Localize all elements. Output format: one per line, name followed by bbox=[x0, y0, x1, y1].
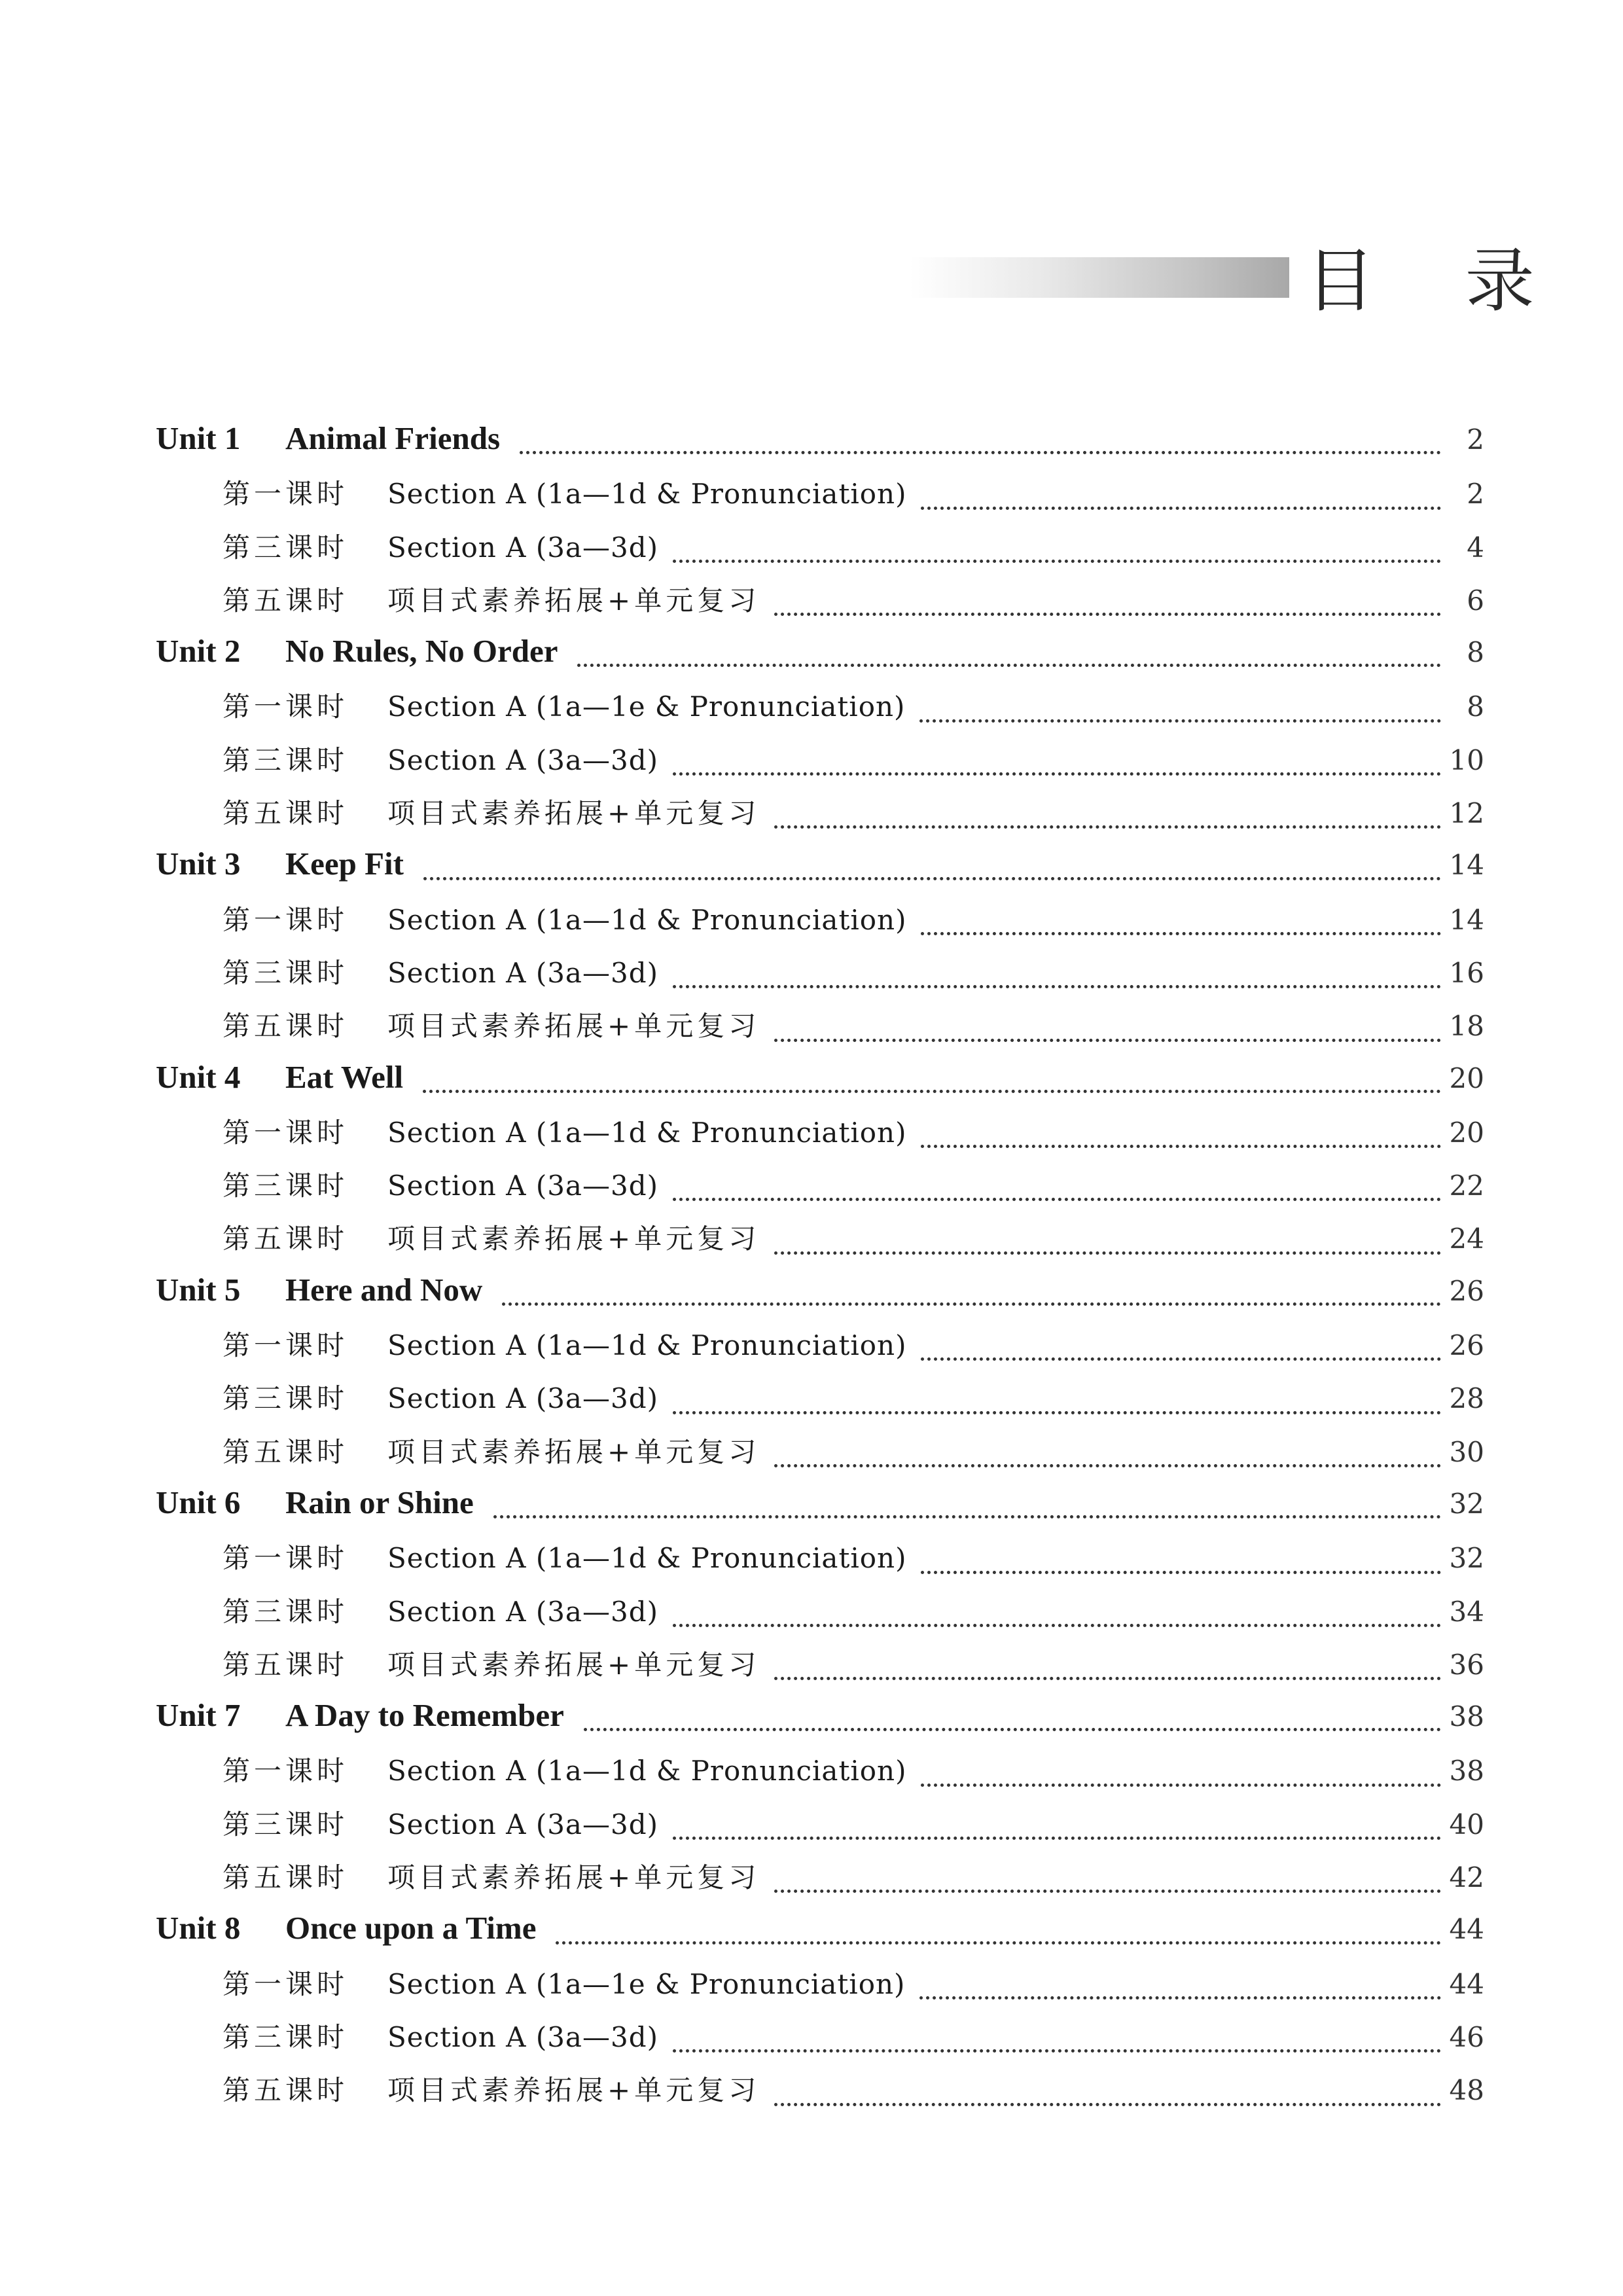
toc-unit-row[interactable] bbox=[156, 623, 1484, 676]
lesson-period-label: 第一课时 bbox=[223, 1542, 349, 1575]
page-number: 42 bbox=[1449, 1861, 1484, 1894]
lesson-period-label: 第三课时 bbox=[223, 1595, 349, 1628]
toc-lesson-row[interactable] bbox=[156, 1528, 1484, 1581]
page-number: 6 bbox=[1467, 584, 1484, 617]
page-number: 14 bbox=[1449, 903, 1484, 936]
unit-number: Unit 8 bbox=[156, 1910, 241, 1946]
dot-leader bbox=[423, 1090, 1441, 1093]
lesson-period-label: 第三课时 bbox=[223, 1808, 349, 1840]
lesson-period-label: 第三课时 bbox=[223, 2020, 349, 2053]
lesson-title: 项目式素养拓展+单元复习 bbox=[387, 1010, 760, 1043]
lesson-period-label: 第五课时 bbox=[223, 1010, 349, 1043]
lesson-period-label: 第一课时 bbox=[223, 1967, 349, 2000]
dot-leader bbox=[774, 825, 1441, 829]
lesson-period-label: 第一课时 bbox=[223, 1755, 349, 1787]
toc-lesson-row[interactable] bbox=[156, 2060, 1484, 2113]
dot-leader bbox=[921, 1145, 1441, 1148]
toc-lesson-row[interactable] bbox=[156, 1368, 1484, 1421]
dot-leader bbox=[921, 1357, 1441, 1361]
page-number: 30 bbox=[1449, 1435, 1484, 1468]
toc-lesson-row[interactable] bbox=[156, 1847, 1484, 1900]
unit-title: No Rules, No Order bbox=[285, 633, 558, 670]
unit-title: Keep Fit bbox=[285, 846, 404, 882]
lesson-title: 项目式素养拓展+单元复习 bbox=[387, 1861, 760, 1894]
page-number: 10 bbox=[1449, 744, 1484, 776]
page-number: 32 bbox=[1449, 1487, 1484, 1520]
unit-number: Unit 7 bbox=[156, 1697, 241, 1734]
unit-title: Here and Now bbox=[285, 1271, 483, 1308]
lesson-title: 项目式素养拓展+单元复习 bbox=[387, 1648, 760, 1681]
dot-leader bbox=[502, 1302, 1441, 1306]
lesson-period-label: 第一课时 bbox=[223, 478, 349, 511]
page-number: 40 bbox=[1449, 1808, 1484, 1840]
page-number: 44 bbox=[1449, 1913, 1484, 1946]
dot-leader bbox=[774, 1890, 1441, 1893]
unit-number: Unit 6 bbox=[156, 1484, 241, 1520]
lesson-title: 项目式素养拓展+单元复习 bbox=[387, 1223, 760, 1255]
page-number: 20 bbox=[1449, 1062, 1484, 1094]
toc-unit-row[interactable] bbox=[156, 1475, 1484, 1528]
lesson-title: Section A (1a—1d & Pronunciation) bbox=[387, 478, 907, 511]
page-number: 20 bbox=[1449, 1116, 1484, 1149]
unit-title: Rain or Shine bbox=[285, 1484, 474, 1520]
page-number: 46 bbox=[1449, 2020, 1484, 2053]
page-number: 36 bbox=[1449, 1648, 1484, 1681]
dot-leader bbox=[520, 451, 1441, 454]
lesson-period-label: 第五课时 bbox=[223, 584, 349, 617]
lesson-title: Section A (3a—3d) bbox=[387, 1808, 658, 1840]
lesson-title: 项目式素养拓展+单元复习 bbox=[387, 1435, 760, 1468]
toc-lesson-row[interactable] bbox=[156, 942, 1484, 996]
toc-lesson-row[interactable] bbox=[156, 996, 1484, 1049]
lesson-title: Section A (3a—3d) bbox=[387, 531, 658, 564]
lesson-period-label: 第三课时 bbox=[223, 1382, 349, 1415]
unit-title: Animal Friends bbox=[285, 420, 501, 456]
toc-lesson-row[interactable] bbox=[156, 889, 1484, 942]
lesson-title: Section A (3a—3d) bbox=[387, 1595, 658, 1628]
toc-lesson-row[interactable] bbox=[156, 783, 1484, 836]
lesson-period-label: 第三课时 bbox=[223, 1170, 349, 1202]
dot-leader bbox=[673, 985, 1441, 988]
toc-lesson-row[interactable] bbox=[156, 1954, 1484, 2007]
dot-leader bbox=[673, 2049, 1441, 2053]
dot-leader bbox=[774, 2103, 1441, 2106]
unit-number: Unit 3 bbox=[156, 846, 241, 882]
toc-unit-row[interactable] bbox=[156, 410, 1484, 463]
page-number: 24 bbox=[1449, 1223, 1484, 1255]
lesson-title: Section A (1a—1d & Pronunciation) bbox=[387, 1329, 907, 1362]
dot-leader bbox=[673, 1411, 1441, 1414]
lesson-title: Section A (3a—3d) bbox=[387, 744, 658, 776]
lesson-title: Section A (3a—3d) bbox=[387, 956, 658, 989]
page-number: 32 bbox=[1449, 1542, 1484, 1575]
toc-lesson-row[interactable] bbox=[156, 1208, 1484, 1261]
dot-leader bbox=[673, 1198, 1441, 1201]
toc-lesson-row[interactable] bbox=[156, 1315, 1484, 1368]
dot-leader bbox=[919, 1996, 1441, 2000]
lesson-title: Section A (3a—3d) bbox=[387, 1382, 658, 1415]
lesson-period-label: 第五课时 bbox=[223, 1223, 349, 1255]
dot-leader bbox=[577, 664, 1441, 667]
page-number: 38 bbox=[1449, 1755, 1484, 1787]
page-number: 44 bbox=[1449, 1967, 1484, 2000]
page-number: 8 bbox=[1467, 691, 1484, 723]
lesson-period-label: 第五课时 bbox=[223, 797, 349, 830]
dot-leader bbox=[774, 1039, 1441, 1042]
dot-leader bbox=[423, 877, 1441, 880]
lesson-title: 项目式素养拓展+单元复习 bbox=[387, 2074, 760, 2107]
lesson-title: 项目式素养拓展+单元复习 bbox=[387, 584, 760, 617]
toc-lesson-row[interactable] bbox=[156, 1155, 1484, 1208]
page-number: 22 bbox=[1449, 1170, 1484, 1202]
dot-leader bbox=[921, 507, 1441, 510]
lesson-title: Section A (3a—3d) bbox=[387, 2020, 658, 2053]
lesson-period-label: 第一课时 bbox=[223, 903, 349, 936]
toc-lesson-row[interactable] bbox=[156, 730, 1484, 783]
toc-unit-row[interactable] bbox=[156, 836, 1484, 889]
page-number: 28 bbox=[1449, 1382, 1484, 1415]
title-gradient-bar bbox=[910, 257, 1289, 298]
lesson-period-label: 第五课时 bbox=[223, 1861, 349, 1894]
lesson-title: Section A (3a—3d) bbox=[387, 1170, 658, 1202]
lesson-period-label: 第三课时 bbox=[223, 531, 349, 564]
toc-unit-row[interactable] bbox=[156, 1687, 1484, 1740]
unit-number: Unit 4 bbox=[156, 1058, 241, 1095]
unit-number: Unit 5 bbox=[156, 1271, 241, 1308]
page-number: 34 bbox=[1449, 1595, 1484, 1628]
toc-lesson-row[interactable] bbox=[156, 1634, 1484, 1687]
lesson-title: Section A (1a—1d & Pronunciation) bbox=[387, 1116, 907, 1149]
page-number: 12 bbox=[1449, 797, 1484, 830]
dot-leader bbox=[673, 772, 1441, 776]
toc-lesson-row[interactable] bbox=[156, 1794, 1484, 1847]
lesson-title: Section A (1a—1d & Pronunciation) bbox=[387, 1542, 907, 1575]
lesson-title: 项目式素养拓展+单元复习 bbox=[387, 797, 760, 830]
toc-lesson-row[interactable] bbox=[156, 463, 1484, 516]
dot-leader bbox=[774, 1251, 1441, 1255]
page-number: 26 bbox=[1449, 1329, 1484, 1362]
dot-leader bbox=[673, 1837, 1441, 1840]
dot-leader bbox=[774, 613, 1441, 616]
page-number: 2 bbox=[1467, 423, 1484, 456]
dot-leader bbox=[921, 932, 1441, 935]
unit-title: Once upon a Time bbox=[285, 1910, 537, 1946]
lesson-period-label: 第五课时 bbox=[223, 1648, 349, 1681]
lesson-period-label: 第三课时 bbox=[223, 744, 349, 776]
toc-lesson-row[interactable] bbox=[156, 2007, 1484, 2060]
page-number: 14 bbox=[1449, 849, 1484, 882]
toc-unit-row[interactable] bbox=[156, 1262, 1484, 1315]
unit-title: Eat Well bbox=[285, 1058, 404, 1095]
dot-leader bbox=[774, 1464, 1441, 1467]
dot-leader bbox=[921, 1784, 1441, 1787]
lesson-title: Section A (1a—1d & Pronunciation) bbox=[387, 1755, 907, 1787]
toc-unit-row[interactable] bbox=[156, 1049, 1484, 1102]
toc-unit-row[interactable] bbox=[156, 1900, 1484, 1953]
lesson-period-label: 第五课时 bbox=[223, 1435, 349, 1468]
dot-leader bbox=[774, 1677, 1441, 1680]
lesson-period-label: 第一课时 bbox=[223, 691, 349, 723]
dot-leader bbox=[584, 1728, 1441, 1731]
unit-number: Unit 1 bbox=[156, 420, 241, 456]
dot-leader bbox=[673, 560, 1441, 563]
page-number: 8 bbox=[1467, 636, 1484, 669]
toc-lesson-row[interactable] bbox=[156, 1102, 1484, 1155]
lesson-period-label: 第三课时 bbox=[223, 956, 349, 989]
page-number: 48 bbox=[1449, 2074, 1484, 2107]
dot-leader bbox=[493, 1515, 1441, 1518]
toc-lesson-row[interactable] bbox=[156, 1581, 1484, 1634]
lesson-period-label: 第五课时 bbox=[223, 2074, 349, 2107]
lesson-period-label: 第一课时 bbox=[223, 1329, 349, 1362]
page-title: 目 录 bbox=[1306, 241, 1569, 321]
table-of-contents bbox=[156, 410, 1484, 2113]
page-number: 4 bbox=[1467, 531, 1484, 564]
dot-leader bbox=[556, 1941, 1441, 1945]
toc-lesson-row[interactable] bbox=[156, 676, 1484, 729]
dot-leader bbox=[673, 1624, 1441, 1627]
toc-lesson-row[interactable] bbox=[156, 1422, 1484, 1475]
unit-title: A Day to Remember bbox=[285, 1697, 564, 1734]
page-number: 18 bbox=[1449, 1010, 1484, 1043]
page-number: 2 bbox=[1467, 478, 1484, 511]
unit-number: Unit 2 bbox=[156, 633, 241, 670]
lesson-title: Section A (1a—1d & Pronunciation) bbox=[387, 903, 907, 936]
page-number: 26 bbox=[1449, 1274, 1484, 1307]
toc-lesson-row[interactable] bbox=[156, 1740, 1484, 1793]
dot-leader bbox=[919, 719, 1441, 723]
lesson-title: Section A (1a—1e & Pronunciation) bbox=[387, 1967, 906, 2000]
lesson-period-label: 第一课时 bbox=[223, 1116, 349, 1149]
page-number: 16 bbox=[1449, 956, 1484, 989]
toc-lesson-row[interactable] bbox=[156, 570, 1484, 623]
lesson-title: Section A (1a—1e & Pronunciation) bbox=[387, 691, 906, 723]
dot-leader bbox=[921, 1571, 1441, 1574]
toc-lesson-row[interactable] bbox=[156, 517, 1484, 570]
page-number: 38 bbox=[1449, 1700, 1484, 1733]
